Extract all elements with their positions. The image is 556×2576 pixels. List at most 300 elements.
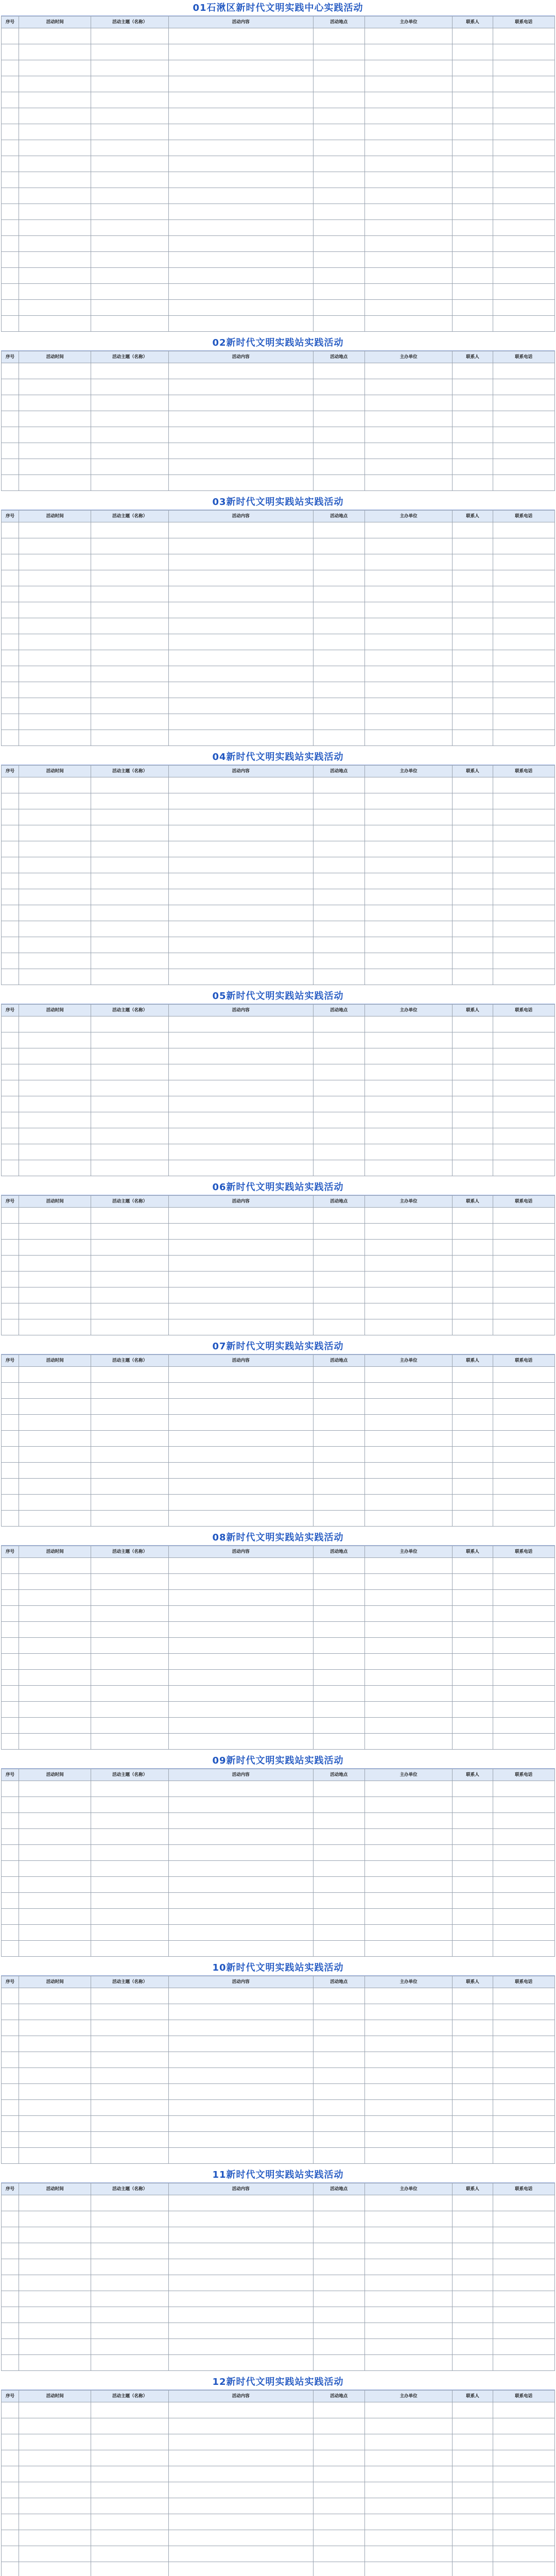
table-cell xyxy=(453,1941,493,1957)
table-cell xyxy=(453,2466,493,2482)
table-cell xyxy=(364,2339,452,2355)
table-cell xyxy=(91,1016,168,1032)
table-cell xyxy=(2,730,19,746)
table-cell xyxy=(364,140,452,156)
table-cell xyxy=(453,873,493,889)
table-cell xyxy=(2,825,19,841)
table-cell xyxy=(364,602,452,618)
table-cell xyxy=(493,825,554,841)
table-cell xyxy=(168,2052,313,2068)
activity-section xyxy=(1,2375,555,2576)
table-cell xyxy=(493,2291,554,2307)
activity-table xyxy=(1,2390,555,2576)
table-cell xyxy=(364,2195,452,2211)
table-cell xyxy=(19,459,91,475)
table-cell xyxy=(313,475,364,491)
table-cell xyxy=(91,857,168,873)
table-cell xyxy=(168,1224,313,1240)
table-cell xyxy=(313,714,364,730)
table-cell xyxy=(91,2243,168,2259)
table-cell xyxy=(2,268,19,284)
table-cell xyxy=(453,1813,493,1829)
table-cell xyxy=(313,1941,364,1957)
table-cell xyxy=(168,1511,313,1527)
table-cell xyxy=(493,1877,554,1893)
table-cell xyxy=(453,268,493,284)
table-cell xyxy=(19,475,91,491)
table-cell xyxy=(91,1702,168,1718)
table-cell xyxy=(313,809,364,825)
table-cell xyxy=(493,905,554,921)
table-cell xyxy=(19,1781,91,1797)
table-cell xyxy=(313,2530,364,2546)
table-cell xyxy=(168,2402,313,2418)
table-cell xyxy=(493,2355,554,2371)
table-cell xyxy=(168,698,313,714)
table-cell xyxy=(313,1224,364,1240)
table-cell xyxy=(313,1686,364,1702)
table-row xyxy=(2,1925,555,1941)
table-cell xyxy=(91,793,168,809)
table-cell xyxy=(2,1590,19,1606)
table-row xyxy=(2,2498,555,2514)
table-cell xyxy=(19,2211,91,2227)
table-cell xyxy=(2,2339,19,2355)
table-row xyxy=(2,586,555,602)
table-cell xyxy=(364,1574,452,1590)
table-cell xyxy=(493,1861,554,1877)
table-cell xyxy=(313,1511,364,1527)
table-cell xyxy=(19,793,91,809)
table-cell xyxy=(453,379,493,395)
table-cell xyxy=(364,1303,452,1319)
column-header: 联系电话 xyxy=(493,1546,554,1558)
table-cell xyxy=(493,44,554,60)
table-row xyxy=(2,698,555,714)
table-cell xyxy=(2,1479,19,1495)
column-header: 活动时间 xyxy=(19,1769,91,1781)
table-cell xyxy=(2,793,19,809)
table-cell xyxy=(493,1654,554,1670)
table-cell xyxy=(168,363,313,379)
table-row xyxy=(2,905,555,921)
table-cell xyxy=(364,793,452,809)
table-row xyxy=(2,124,555,140)
table-cell xyxy=(19,666,91,682)
table-cell xyxy=(19,2036,91,2052)
table-cell xyxy=(19,1224,91,1240)
table-cell xyxy=(313,28,364,44)
table-cell xyxy=(453,650,493,666)
column-header: 活动地点 xyxy=(313,766,364,777)
table-cell xyxy=(453,1287,493,1303)
table-cell xyxy=(493,2084,554,2100)
table-cell xyxy=(313,156,364,172)
table-cell xyxy=(2,2116,19,2132)
table-cell xyxy=(168,1032,313,1048)
table-cell xyxy=(168,2100,313,2116)
table-cell xyxy=(91,2514,168,2530)
table-cell xyxy=(453,2434,493,2450)
table-cell xyxy=(19,1240,91,1256)
column-header: 活动主题（名称） xyxy=(91,2391,168,2402)
table-cell xyxy=(493,1702,554,1718)
table-cell xyxy=(168,2036,313,2052)
table-cell xyxy=(313,427,364,443)
table-cell xyxy=(2,1988,19,2004)
table-cell xyxy=(168,1080,313,1096)
table-cell xyxy=(91,236,168,252)
table-cell xyxy=(2,714,19,730)
table-cell xyxy=(493,140,554,156)
table-row xyxy=(2,2100,555,2116)
column-header: 活动内容 xyxy=(168,1769,313,1781)
table-cell xyxy=(19,1511,91,1527)
table-cell xyxy=(493,2323,554,2339)
table-cell xyxy=(313,1240,364,1256)
table-row xyxy=(2,2132,555,2148)
activity-section xyxy=(1,1531,555,1750)
table-cell xyxy=(168,188,313,204)
table-cell xyxy=(493,2116,554,2132)
table-cell xyxy=(19,1144,91,1160)
table-cell xyxy=(91,1781,168,1797)
table-cell xyxy=(493,602,554,618)
table-row xyxy=(2,1734,555,1750)
table-row xyxy=(2,1909,555,1925)
table-cell xyxy=(168,411,313,427)
table-cell xyxy=(453,2307,493,2323)
table-cell xyxy=(364,363,452,379)
table-cell xyxy=(168,92,313,108)
table-cell xyxy=(493,1080,554,1096)
table-cell xyxy=(91,76,168,92)
table-cell xyxy=(168,427,313,443)
table-cell xyxy=(453,1112,493,1128)
table-cell xyxy=(91,1431,168,1447)
column-header: 活动地点 xyxy=(313,1976,364,1988)
column-header: 主办单位 xyxy=(364,16,452,28)
table-cell xyxy=(2,1367,19,1383)
table-cell xyxy=(313,411,364,427)
table-cell xyxy=(453,1622,493,1638)
table-cell xyxy=(364,1718,452,1734)
table-cell xyxy=(364,300,452,316)
table-cell xyxy=(313,316,364,332)
table-cell xyxy=(91,124,168,140)
activity-table xyxy=(1,1976,555,2164)
table-row xyxy=(2,570,555,586)
table-row xyxy=(2,2482,555,2498)
table-cell xyxy=(493,76,554,92)
table-cell xyxy=(453,2084,493,2100)
table-cell xyxy=(168,1558,313,1574)
table-row xyxy=(2,475,555,491)
table-cell xyxy=(364,841,452,857)
table-row xyxy=(2,666,555,682)
column-header: 联系人 xyxy=(453,1355,493,1367)
table-cell xyxy=(19,28,91,44)
table-cell xyxy=(493,2100,554,2116)
table-cell xyxy=(313,1447,364,1463)
table-cell xyxy=(313,172,364,188)
table-cell xyxy=(453,1686,493,1702)
table-cell xyxy=(168,475,313,491)
table-cell xyxy=(168,44,313,60)
table-cell xyxy=(91,1287,168,1303)
table-cell xyxy=(2,44,19,60)
table-cell xyxy=(2,1240,19,1256)
table-cell xyxy=(493,2514,554,2530)
column-header: 活动内容 xyxy=(168,511,313,522)
table-cell xyxy=(313,682,364,698)
table-cell xyxy=(2,2323,19,2339)
table-cell xyxy=(91,2036,168,2052)
table-cell xyxy=(313,252,364,268)
table-cell xyxy=(91,825,168,841)
table-cell xyxy=(313,1016,364,1032)
table-cell xyxy=(19,873,91,889)
table-cell xyxy=(364,268,452,284)
activity-section xyxy=(1,336,555,491)
column-header: 活动内容 xyxy=(168,1196,313,1208)
table-cell xyxy=(19,1415,91,1431)
table-row xyxy=(2,1495,555,1511)
table-row xyxy=(2,140,555,156)
table-cell xyxy=(2,2052,19,2068)
table-cell xyxy=(168,841,313,857)
table-cell xyxy=(364,1399,452,1415)
table-cell xyxy=(313,188,364,204)
column-header: 主办单位 xyxy=(364,351,452,363)
table-cell xyxy=(493,2498,554,2514)
table-cell xyxy=(493,1925,554,1941)
table-cell xyxy=(2,2132,19,2148)
table-cell xyxy=(19,76,91,92)
table-cell xyxy=(364,1447,452,1463)
table-cell xyxy=(364,1606,452,1622)
table-cell xyxy=(364,1670,452,1686)
activity-section xyxy=(1,750,555,985)
table-cell xyxy=(19,2227,91,2243)
column-header: 联系人 xyxy=(453,766,493,777)
table-cell xyxy=(19,2434,91,2450)
table-cell xyxy=(168,1431,313,1447)
table-cell xyxy=(493,1893,554,1909)
table-cell xyxy=(453,2355,493,2371)
table-cell xyxy=(493,1718,554,1734)
column-header: 序号 xyxy=(2,766,19,777)
table-row xyxy=(2,2211,555,2227)
table-cell xyxy=(493,2052,554,2068)
table-cell xyxy=(91,777,168,793)
table-cell xyxy=(313,1718,364,1734)
table-cell xyxy=(168,921,313,937)
table-cell xyxy=(313,777,364,793)
table-cell xyxy=(91,2498,168,2514)
table-cell xyxy=(493,300,554,316)
table-cell xyxy=(313,284,364,300)
table-cell xyxy=(313,60,364,76)
table-cell xyxy=(168,2020,313,2036)
table-row xyxy=(2,1447,555,1463)
table-cell xyxy=(493,921,554,937)
table-row xyxy=(2,1813,555,1829)
column-header: 活动地点 xyxy=(313,511,364,522)
table-cell xyxy=(91,841,168,857)
column-header: 活动地点 xyxy=(313,351,364,363)
table-cell xyxy=(2,809,19,825)
table-cell xyxy=(91,2307,168,2323)
table-cell xyxy=(168,2084,313,2100)
table-cell xyxy=(493,1096,554,1112)
table-cell xyxy=(91,1495,168,1511)
table-cell xyxy=(313,1367,364,1383)
table-cell xyxy=(364,2307,452,2323)
table-cell xyxy=(493,1431,554,1447)
table-cell xyxy=(453,1064,493,1080)
table-cell xyxy=(2,1415,19,1431)
table-cell xyxy=(493,2434,554,2450)
table-cell xyxy=(493,2132,554,2148)
column-header: 活动内容 xyxy=(168,2391,313,2402)
activity-section xyxy=(1,989,555,1176)
table-cell xyxy=(168,2275,313,2291)
table-cell xyxy=(2,1064,19,1080)
table-cell xyxy=(364,459,452,475)
table-cell xyxy=(364,475,452,491)
table-cell xyxy=(453,443,493,459)
table-cell xyxy=(19,1941,91,1957)
table-cell xyxy=(91,969,168,985)
table-cell xyxy=(168,1463,313,1479)
table-cell xyxy=(364,2355,452,2371)
table-row xyxy=(2,1128,555,1144)
table-cell xyxy=(168,730,313,746)
table-cell xyxy=(364,1144,452,1160)
table-cell xyxy=(168,793,313,809)
table-cell xyxy=(91,300,168,316)
table-cell xyxy=(493,1256,554,1272)
table-cell xyxy=(313,1208,364,1224)
table-cell xyxy=(453,2036,493,2052)
table-cell xyxy=(453,522,493,538)
table-cell xyxy=(91,2275,168,2291)
table-cell xyxy=(313,570,364,586)
table-cell xyxy=(2,650,19,666)
table-cell xyxy=(313,2132,364,2148)
table-cell xyxy=(313,44,364,60)
table-cell xyxy=(313,953,364,969)
table-cell xyxy=(2,1431,19,1447)
column-header: 联系人 xyxy=(453,16,493,28)
column-header: 联系电话 xyxy=(493,16,554,28)
table-cell xyxy=(493,1734,554,1750)
table-cell xyxy=(364,44,452,60)
table-cell xyxy=(168,714,313,730)
table-cell xyxy=(364,969,452,985)
table-cell xyxy=(313,1463,364,1479)
table-cell xyxy=(91,2259,168,2275)
table-cell xyxy=(2,459,19,475)
table-cell xyxy=(313,1287,364,1303)
table-cell xyxy=(19,730,91,746)
table-cell xyxy=(91,730,168,746)
table-cell xyxy=(364,1256,452,1272)
table-cell xyxy=(453,2514,493,2530)
table-cell xyxy=(364,1463,452,1479)
table-cell xyxy=(453,2148,493,2164)
table-cell xyxy=(168,284,313,300)
table-row xyxy=(2,1670,555,1686)
column-header: 联系电话 xyxy=(493,1196,554,1208)
table-cell xyxy=(364,586,452,602)
table-cell xyxy=(19,1016,91,1032)
table-cell xyxy=(453,1303,493,1319)
table-cell xyxy=(91,316,168,332)
table-cell xyxy=(91,1415,168,1431)
table-row xyxy=(2,2546,555,2562)
table-cell xyxy=(168,2562,313,2576)
table-cell xyxy=(453,1208,493,1224)
table-cell xyxy=(19,1272,91,1287)
table-cell xyxy=(2,2514,19,2530)
table-cell xyxy=(168,570,313,586)
table-row xyxy=(2,793,555,809)
table-row xyxy=(2,2068,555,2084)
table-cell xyxy=(313,1319,364,1335)
table-cell xyxy=(313,2307,364,2323)
column-header: 序号 xyxy=(2,1355,19,1367)
table-cell xyxy=(313,140,364,156)
table-cell xyxy=(313,108,364,124)
table-cell xyxy=(91,921,168,937)
table-cell xyxy=(493,316,554,332)
table-cell xyxy=(91,1303,168,1319)
table-cell xyxy=(2,140,19,156)
table-row xyxy=(2,2052,555,2068)
table-cell xyxy=(493,873,554,889)
table-cell xyxy=(91,2227,168,2243)
table-cell xyxy=(493,2068,554,2084)
table-row xyxy=(2,2402,555,2418)
table-cell xyxy=(453,475,493,491)
table-cell xyxy=(313,1622,364,1638)
table-cell xyxy=(493,1813,554,1829)
table-cell xyxy=(19,188,91,204)
table-cell xyxy=(364,379,452,395)
table-row xyxy=(2,1702,555,1718)
table-cell xyxy=(91,1383,168,1399)
activity-section xyxy=(1,495,555,746)
table-cell xyxy=(453,857,493,873)
table-cell xyxy=(2,2546,19,2562)
table-cell xyxy=(168,268,313,284)
table-cell xyxy=(493,2466,554,2482)
column-header: 主办单位 xyxy=(364,1769,452,1781)
table-cell xyxy=(2,570,19,586)
table-cell xyxy=(453,2020,493,2036)
table-row xyxy=(2,2323,555,2339)
table-cell xyxy=(493,586,554,602)
table-cell xyxy=(364,730,452,746)
table-cell xyxy=(19,969,91,985)
table-cell xyxy=(313,300,364,316)
table-cell xyxy=(2,395,19,411)
table-cell xyxy=(19,1064,91,1080)
table-cell xyxy=(19,92,91,108)
table-cell xyxy=(493,809,554,825)
